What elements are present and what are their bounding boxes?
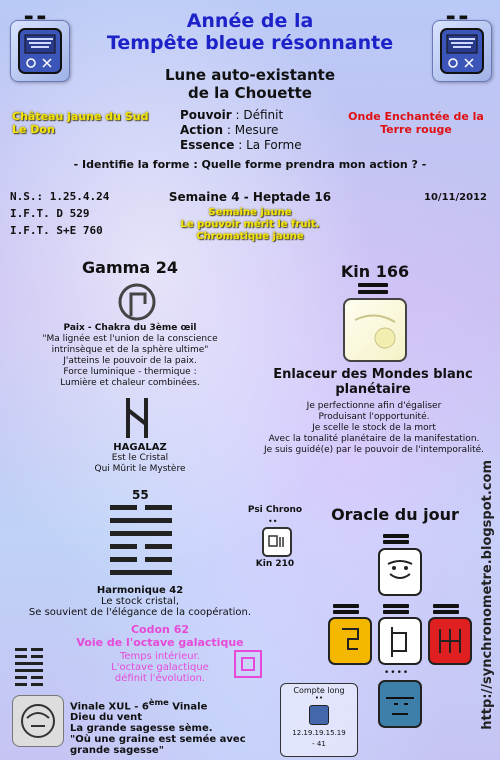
week-block xyxy=(150,190,350,243)
castle-line2: Le Don xyxy=(12,123,55,136)
psi-label: Psi Chrono xyxy=(247,505,303,515)
dots-right: ▬ ▬ xyxy=(446,12,469,23)
harmonic-title: Harmonique 42 xyxy=(96,585,184,596)
moon-title xyxy=(120,66,380,102)
gamma-line: "Ma lignée est l'union de la conscience xyxy=(42,334,218,344)
rune-line1: Est le Cristal xyxy=(111,453,169,463)
long-count-seal-icon xyxy=(309,705,329,725)
long-count-kin: - 41 xyxy=(312,740,326,748)
calendar-codes xyxy=(10,188,109,239)
tone-dots: •••• xyxy=(384,668,410,678)
kin-title: Kin 166 xyxy=(340,262,410,281)
castle-line1: Château jaune du Sud xyxy=(12,110,149,123)
action-value: : Mesure xyxy=(226,123,279,137)
week-title: Semaine 4 - Heptade 16 xyxy=(168,190,332,204)
psi-seal-icon xyxy=(262,527,292,557)
kin-name-line1: Enlaceur des Mondes blanc xyxy=(273,367,473,382)
week-line3: Chromatique jaune xyxy=(196,231,304,242)
vinal-line3: La grande sagesse sème. xyxy=(70,723,213,735)
kin-line: Je scelle le stock de la mort xyxy=(312,423,436,433)
codon-title-line2: Voie de l'octave galactique xyxy=(76,636,244,649)
codon-title-line1: Codon 62 xyxy=(130,623,190,636)
gamma-title: Gamma 24 xyxy=(82,258,178,277)
long-count-box xyxy=(280,683,358,757)
analog-white-seal-icon xyxy=(378,617,422,665)
kin-line: Je perfectionne afin d'égaliser xyxy=(306,401,442,411)
week-line1: Semaine jaune xyxy=(208,207,292,218)
antipode-red-seal-icon xyxy=(428,617,472,665)
wave-info xyxy=(336,110,496,136)
tone-bar xyxy=(358,283,388,287)
harmonic-text xyxy=(10,585,270,618)
kin-name xyxy=(258,367,488,397)
rune-text xyxy=(60,442,220,475)
codon-title xyxy=(60,623,260,649)
gamma-heading: Paix - Chakra du 3ème œil xyxy=(63,323,197,333)
codon-line3: définit l'évolution. xyxy=(114,673,206,684)
storm-seal-right-icon xyxy=(432,20,492,82)
wave-line2: Terre rouge xyxy=(380,123,452,136)
wave-line1: Onde Enchantée de la xyxy=(348,110,484,123)
moon-line2: de la Chouette xyxy=(188,84,312,102)
essence-value: : La Forme xyxy=(238,138,302,152)
long-count-label: Compte long xyxy=(293,686,345,695)
year-title-line1: Année de la xyxy=(186,10,314,32)
tone-bar xyxy=(433,610,459,614)
date: 10/11/2012 xyxy=(424,192,487,203)
gamma-line: Lumière et chaleur combinées. xyxy=(60,378,200,388)
gamma-line: J'atteins le pouvoir de la paix. xyxy=(63,356,197,366)
question-line: - Identifie la forme : Quelle forme prendra mon action ? - xyxy=(73,158,427,171)
antipode-yellow-seal-icon xyxy=(328,617,372,665)
long-count-dots: •• xyxy=(314,694,324,702)
vinal-sup: ème xyxy=(148,697,169,707)
ift-code-1: I.F.T. D 529 xyxy=(10,207,90,220)
action-label: Action xyxy=(180,123,224,137)
castle-info xyxy=(12,110,148,136)
tone-bar xyxy=(433,604,459,608)
hexagram-number: 55 xyxy=(132,488,149,502)
storm-seal-left-icon xyxy=(10,20,70,82)
hagalaz-rune-icon xyxy=(122,396,152,444)
worldbridger-seal-icon xyxy=(343,298,407,362)
ift-code-2: I.F.T. S+E 760 xyxy=(10,224,103,237)
vinal-line1-end: Vinale xyxy=(168,701,208,713)
rune-name: HAGALAZ xyxy=(113,442,167,453)
vinal-line1-text: Vinale XUL - 6 xyxy=(70,701,149,713)
rune-line2: Qui Mûrit le Mystère xyxy=(94,464,186,474)
vinal-line5: grande sagesse" xyxy=(70,745,164,757)
ns-code: N.S.: 1.25.4.24 xyxy=(10,190,110,203)
kin-line: Je suis guidé(e) par le pouvoir de l'intemporalité. xyxy=(263,445,485,455)
year-title-line2: Tempête bleue résonnante xyxy=(106,32,394,54)
occult-blue-seal-icon xyxy=(378,680,422,728)
codon-line1: Temps intérieur. xyxy=(120,651,200,662)
tone-bar xyxy=(333,604,359,608)
week-line2: Le pouvoir mérit le fruit. xyxy=(180,219,320,230)
vinal-line4: "Où une graine est semée avec xyxy=(70,734,246,746)
kin-name-line2: planétaire xyxy=(335,382,411,397)
tone-bar xyxy=(383,534,409,538)
vinal-line1 xyxy=(70,697,290,712)
codon-square-icon xyxy=(233,649,263,683)
year-title xyxy=(90,10,410,54)
codon-line2: L'octave galactique xyxy=(111,662,209,673)
kin-line: Avec la tonalité planétaire de la manifestation. xyxy=(268,434,480,444)
tone-bar xyxy=(383,610,409,614)
gamma-line: Force luminique - thermique : xyxy=(63,367,197,377)
kin-text xyxy=(250,401,498,456)
gamma-glyph-icon xyxy=(117,282,157,326)
codon-text xyxy=(60,651,260,684)
kin-line: Produisant l'opportunité. xyxy=(318,412,430,422)
oracle-title: Oracle du jour xyxy=(331,505,459,524)
psi-kin: Kin 210 xyxy=(255,559,295,569)
power-label: Pouvoir xyxy=(180,108,232,122)
power-value: : Définit xyxy=(235,108,284,122)
tone-bar xyxy=(383,540,409,544)
vinal-text xyxy=(70,697,290,756)
moon-line1: Lune auto-existante xyxy=(164,66,336,84)
psi-dots: •• xyxy=(268,517,278,526)
harmonic-line2: Se souvient de l'élégance de la coopération. xyxy=(28,607,252,618)
vinal-glyph-icon xyxy=(12,695,64,747)
harmonic-line1: Le stock cristal, xyxy=(100,596,180,607)
gamma-line: intrinsèque et de la sphère ultime" xyxy=(51,345,209,355)
gamma-text xyxy=(10,323,250,389)
power-block xyxy=(180,108,330,153)
tone-bar xyxy=(383,604,409,608)
long-count-value: 12.19.19.15.19 xyxy=(292,729,346,737)
blog-url-link[interactable]: http://synchronometre.blogspot.com xyxy=(480,460,495,730)
tone-bar xyxy=(358,290,388,294)
guide-wind-seal-icon xyxy=(378,548,422,596)
vinal-line2: Dieu du vent xyxy=(70,712,143,724)
essence-label: Essence xyxy=(180,138,235,152)
dots-left: ▬ ▬ xyxy=(24,12,47,23)
tone-bar xyxy=(333,610,359,614)
